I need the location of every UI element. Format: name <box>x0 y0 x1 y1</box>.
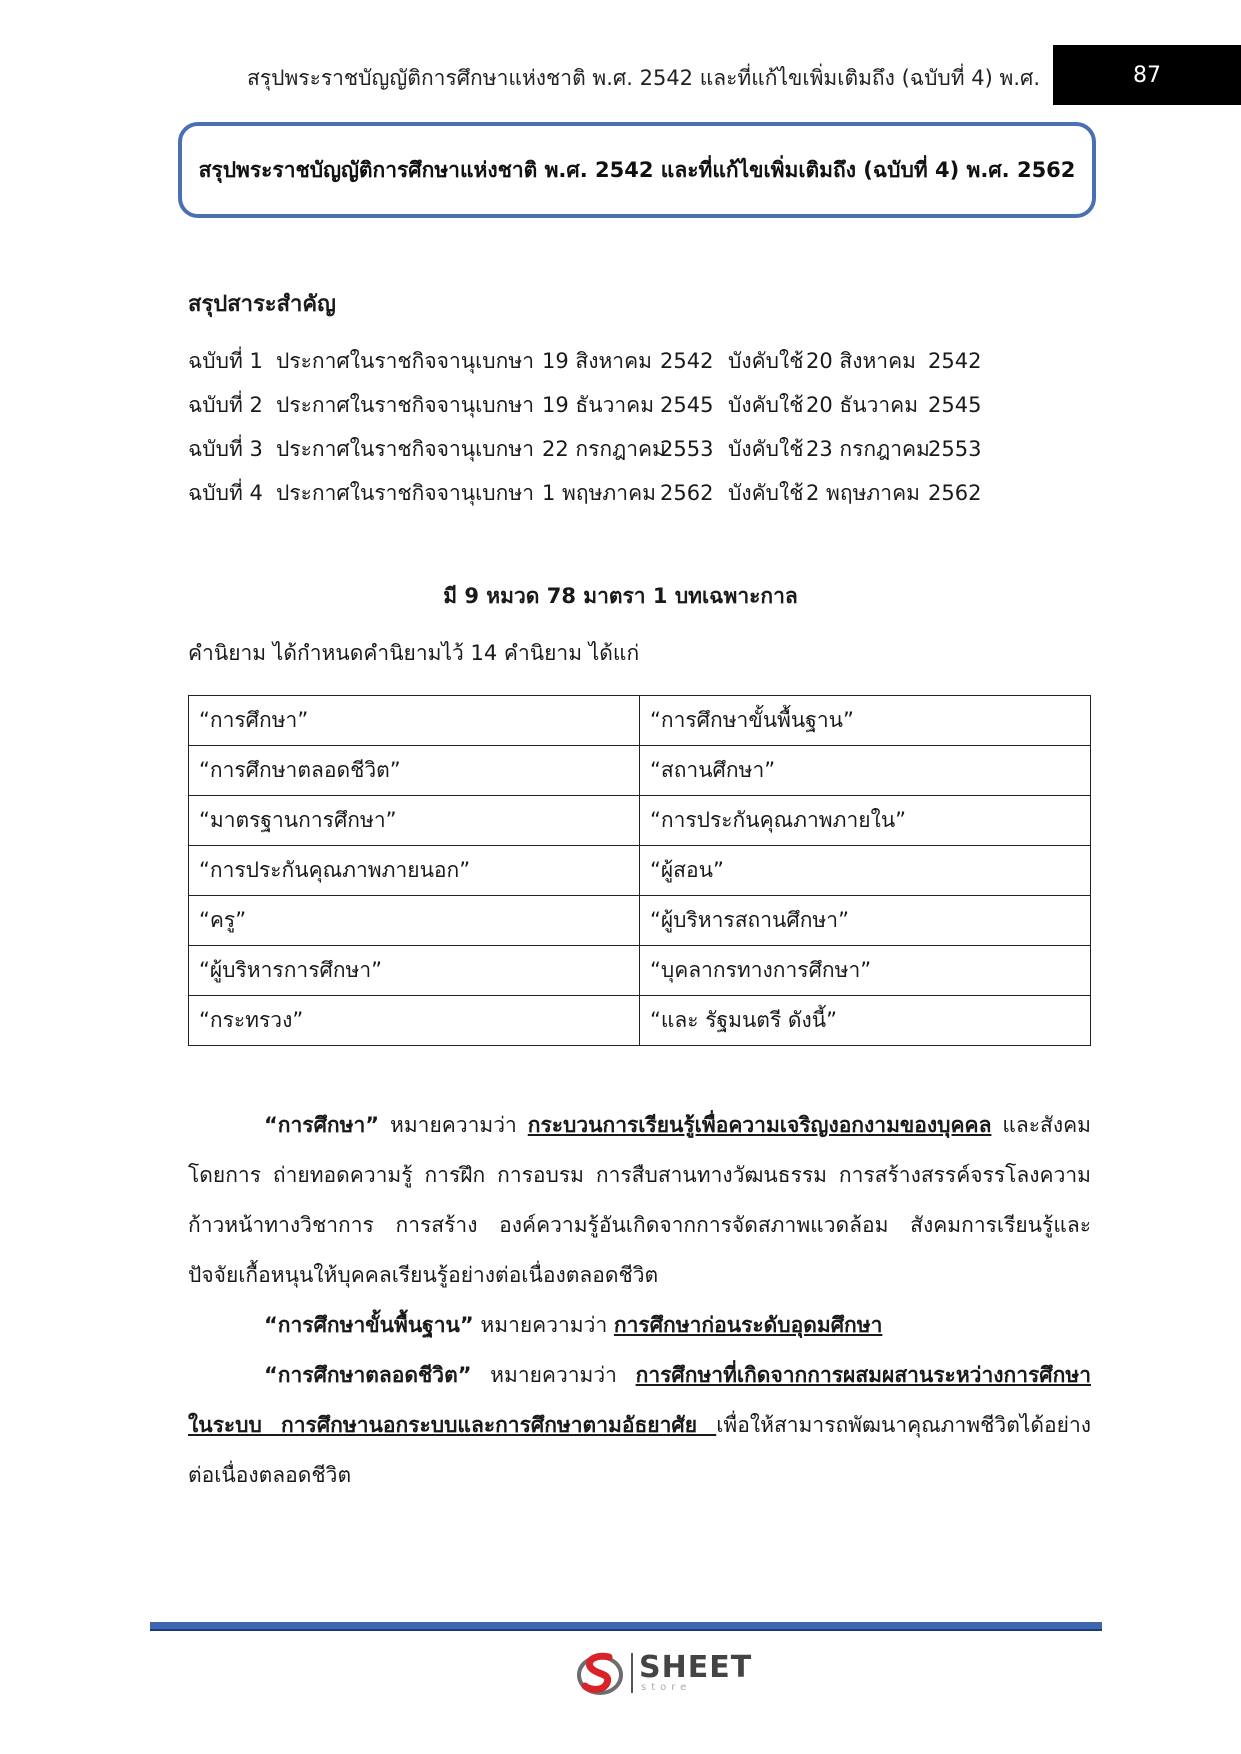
table-cell: “ผู้บริหารสถานศึกษา” <box>640 896 1091 946</box>
edition-row <box>188 387 1088 431</box>
effective-label: บังคับใช้ <box>728 437 804 461</box>
effective-label: บังคับใช้ <box>728 393 804 417</box>
definition-table <box>188 695 1091 1046</box>
edition-row <box>188 475 1088 519</box>
table-cell: “การศึกษา” <box>189 696 640 746</box>
table-cell: “การศึกษาขั้นพื้นฐาน” <box>640 696 1091 746</box>
edition-number: ฉบับที่ 1 <box>188 349 263 373</box>
announce-date: 1 พฤษภาคม <box>542 481 656 505</box>
table-cell: “กระทรวง” <box>189 996 640 1046</box>
means-text: หมายความว่า <box>471 1363 636 1387</box>
section-heading: สรุปสาระสำคัญ <box>188 292 336 317</box>
table-row <box>189 946 1091 996</box>
table-row <box>189 896 1091 946</box>
definition-body <box>188 1100 1091 1500</box>
announce-date: 19 สิงหาคม <box>542 349 652 373</box>
effective-date: 23 กรกฎาคม <box>806 437 930 461</box>
announce-year: 2553 <box>660 437 714 461</box>
effective-year: 2553 <box>928 437 982 461</box>
announce-label: ประกาศในราชกิจจานุเบกษา <box>276 349 534 373</box>
defined-term: “การศึกษาตลอดชีวิต” <box>264 1363 472 1387</box>
effective-label: บังคับใช้ <box>728 349 804 373</box>
edition-row <box>188 431 1088 475</box>
definition-text: กระบวนการเรียนรู้เพื่อความเจริญงอกงามของบุคคล <box>527 1113 992 1137</box>
paragraph-text: และสังคมโดยการ ถ่ายทอดความรู้ การฝึก การอบรม การสืบสานทางวัฒนธรรม การสร้างสรรค์จรรโลงความก้าวหน้าทางวิชาการ การสร้าง องค์ความรู้อันเกิดจากการจัดสภาพแวดล้อม สังคมการเรียนรู้และปัจจัยเกื้อหนุนให้บุคคลเรียนรู้อย่างต่อเนื่องตลอดชีวิต <box>188 1113 1091 1287</box>
effective-year: 2542 <box>928 349 982 373</box>
table-cell: “สถานศึกษา” <box>640 746 1091 796</box>
table-row <box>189 846 1091 896</box>
s-swoosh-icon <box>575 1648 625 1698</box>
footer-rule <box>150 1622 1102 1631</box>
table-cell: “การศึกษาตลอดชีวิต” <box>189 746 640 796</box>
effective-year: 2545 <box>928 393 982 417</box>
defined-term: “การศึกษาขั้นพื้นฐาน” <box>264 1313 474 1337</box>
table-cell: “การประกันคุณภาพภายนอก” <box>189 846 640 896</box>
brand-divider <box>631 1653 633 1693</box>
running-header: สรุปพระราชบัญญัติการศึกษาแห่งชาติ พ.ศ. 2542 และที่แก้ไขเพิ่มเติมถึง (ฉบับที่ 4) พ.ศ. <box>247 66 1040 90</box>
edition-row <box>188 343 1088 387</box>
table-cell: “และ รัฐมนตรี ดังนี้” <box>640 996 1091 1046</box>
table-cell: “ผู้บริหารการศึกษา” <box>189 946 640 996</box>
announce-year: 2542 <box>660 349 714 373</box>
edition-list <box>188 343 1088 519</box>
announce-year: 2545 <box>660 393 714 417</box>
table-cell: “มาตรฐานการศึกษา” <box>189 796 640 846</box>
document-title: สรุปพระราชบัญญัติการศึกษาแห่งชาติ พ.ศ. 2542 และที่แก้ไขเพิ่มเติมถึง (ฉบับที่ 4) พ.ศ. 2562 <box>198 157 1076 182</box>
effective-date: 2 พฤษภาคม <box>806 481 920 505</box>
brand-logo <box>575 1648 752 1698</box>
announce-label: ประกาศในราชกิจจานุเบกษา <box>276 393 534 417</box>
announce-date: 19 ธันวาคม <box>542 393 655 417</box>
paragraph-text: เพื่อให้สามารถพัฒนาคุณภาพชีวิตได้อย่างต่อเนื่องตลอดชีวิต <box>188 1413 1091 1487</box>
table-cell: “การประกันคุณภาพภายใน” <box>640 796 1091 846</box>
brand-name: SHEET <box>639 1650 753 1685</box>
edition-number: ฉบับที่ 3 <box>188 437 263 461</box>
table-row <box>189 996 1091 1046</box>
definition-paragraph-education <box>188 1100 1091 1300</box>
effective-year: 2562 <box>928 481 982 505</box>
definition-intro: คำนิยาม ได้กำหนดคำนิยามไว้ 14 คำนิยาม ได้แก่ <box>188 641 640 665</box>
table-cell: “บุคลากรทางการศึกษา” <box>640 946 1091 996</box>
definition-paragraph-basic-education <box>188 1300 1091 1350</box>
definition-paragraph-lifelong-education <box>188 1350 1091 1500</box>
table-cell: “ครู” <box>189 896 640 946</box>
announce-year: 2562 <box>660 481 714 505</box>
means-text: หมายความว่า <box>379 1113 528 1137</box>
announce-label: ประกาศในราชกิจจานุเบกษา <box>276 437 534 461</box>
table-cell: “ผู้สอน” <box>640 846 1091 896</box>
title-box <box>178 122 1096 218</box>
definition-text: การศึกษาที่เกิดจากการผสมผสานระหว่างการศึกษาในระบบ การศึกษานอกระบบและการศึกษาตามอัธยาศัย <box>188 1363 1091 1437</box>
page-number: 87 <box>1053 45 1241 105</box>
edition-number: ฉบับที่ 2 <box>188 393 263 417</box>
announce-label: ประกาศในราชกิจจานุเบกษา <box>276 481 534 505</box>
effective-date: 20 ธันวาคม <box>806 393 919 417</box>
table-row <box>189 796 1091 846</box>
effective-label: บังคับใช้ <box>728 481 804 505</box>
defined-term: “การศึกษา” <box>264 1113 380 1137</box>
structure-summary: มี 9 หมวด 78 มาตรา 1 บทเฉพาะกาล <box>443 584 798 608</box>
brand-subtitle: store <box>641 1682 692 1693</box>
table-row <box>189 696 1091 746</box>
edition-number: ฉบับที่ 4 <box>188 481 263 505</box>
announce-date: 22 กรกฎาคม <box>542 437 666 461</box>
brand-text <box>639 1650 753 1693</box>
effective-date: 20 สิงหาคม <box>806 349 916 373</box>
definition-text: การศึกษาก่อนระดับอุดมศึกษา <box>613 1313 883 1337</box>
means-text: หมายความว่า <box>473 1313 614 1337</box>
table-row <box>189 746 1091 796</box>
